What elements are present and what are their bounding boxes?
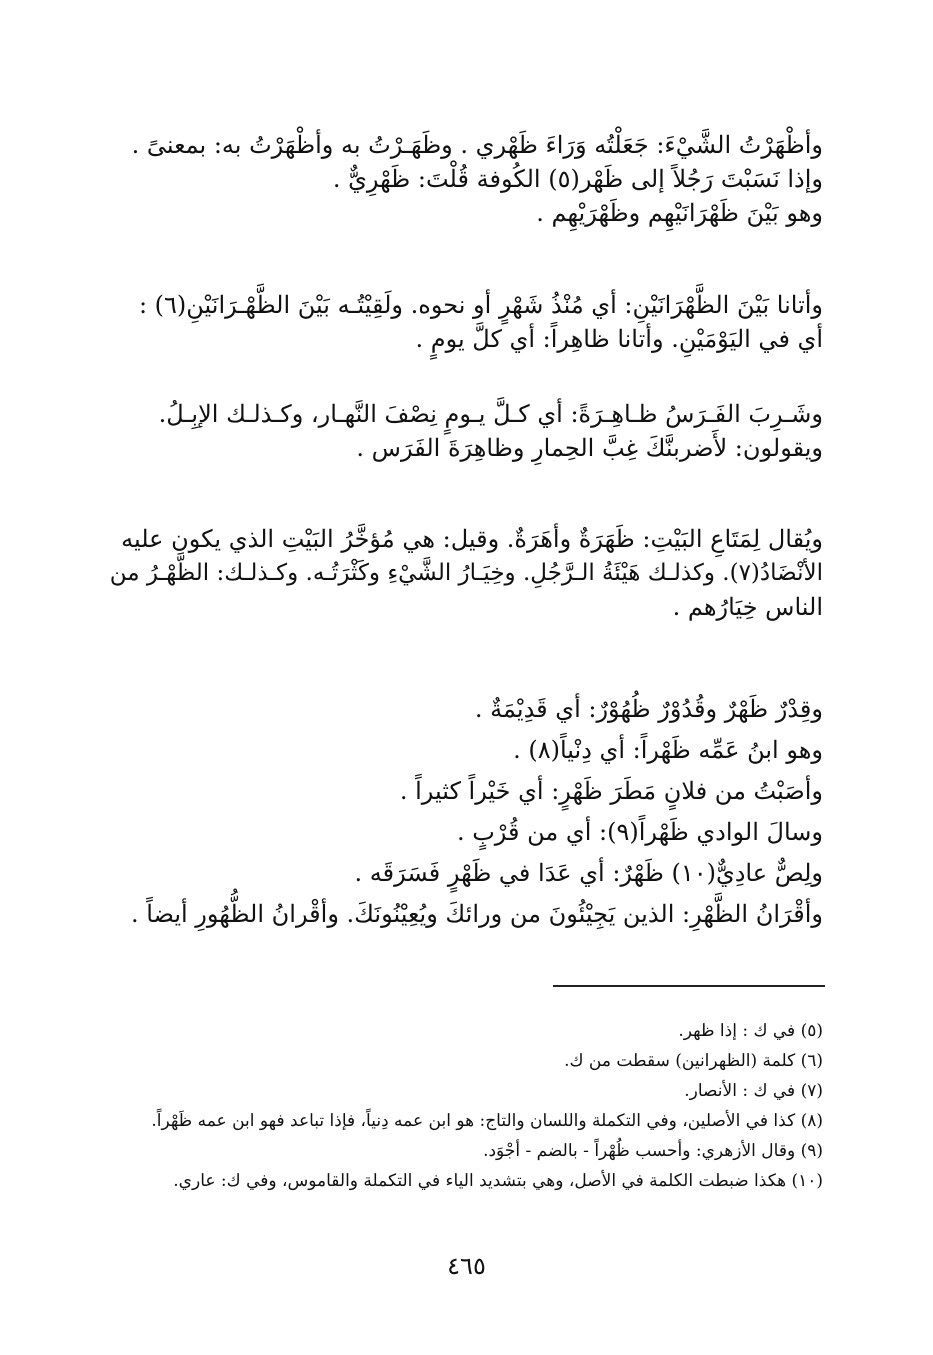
paragraph-4: [103, 522, 823, 624]
text-line: وقِدْرٌ ظَهْرٌ وقُدُوْرٌ ظُهُوْرٌ: أي قَدِيْمَةٌ .: [474, 695, 823, 723]
footnote-divider: [553, 985, 825, 987]
paragraph-2: [103, 288, 823, 356]
text-line: وهو بَيْنَ ظَهْرَانَيْهِم وظَهْرَيْهِم .: [536, 199, 823, 227]
text-line: وأصَبْتُ من فلانٍ مَطَرَ ظَهْرٍ: أي خَيْراً كثيراً .: [399, 777, 823, 805]
text-line: وشَـرِبَ الفَـرَسُ ظـاهِـرَةً: أي كـلَّ يـومٍ نِصْفَ النَّهـار، وكـذلـك الإبِـلُ.: [158, 400, 823, 428]
text-line: الناس خِيَارُهم .: [672, 593, 823, 621]
text-line: وأظْهَرْتُ الشَّيْءَ: جَعَلْتُه وَرَاءَ ظَهْري . وظَهَـرْتُ به وأظْهَرْتُ به: بمعنىً .: [131, 131, 823, 159]
text-line: وإذا نَسَبْتَ رَجُلاً إلى ظَهْر(٥) الكُوفة قُلْتَ: ظَهْرِيٌّ .: [332, 165, 823, 193]
paragraph-3: [103, 397, 823, 465]
footnote: (١٠) هكذا ضبطت الكلمة في الأصل، وهي بتشديد الياء في التكملة والقاموس، وفي ك: عاري.: [173, 1171, 823, 1191]
footnote: (٦) كلمة (الظهرانين) سقطت من ك.: [564, 1051, 823, 1071]
text-line: ويُقال لِمَتَاعِ البَيْتِ: ظَهَرَةٌ وأهَرَةٌ. وقيل: هي مُؤخَّرُ البَيْتِ الذي يكون عليه: [121, 525, 823, 553]
text-line: أي في اليَوْمَيْنِ. وأتانا ظاهِراً: أي كلَّ يومٍ .: [415, 325, 823, 353]
footnote: (٥) في ك : إذا ظهر.: [678, 1021, 823, 1041]
footnote: (٧) في ك : الأنصار.: [684, 1081, 823, 1101]
text-line: الأنْضَادُ(٧). وكذلـك هَيْئَةُ الـرَّجُلِ. وخِيَـارُ الشَّيْءِ وكَثْرَتُـه. وكـذلـك: الظَّهْـرُ من: [109, 560, 823, 586]
footnote: (٨) كذا في الأصلين، وفي التكملة واللسان والتاج: هو ابن عمه دِنياً، فإذا تباعد فهو ابن عمه ظَهْراً.: [151, 1111, 823, 1131]
text-line: وأقْرَانُ الظَّهْرِ: الذين يَجِيْئُونَ من ورائكَ ويُعِيْنُونَكَ. وأقْرانُ الظُّهُورِ أيضاً .: [130, 900, 823, 928]
text-line: وهو ابنُ عَمِّه ظَهْراً: أي دِنْياً(٨) .: [513, 736, 823, 764]
text-line: ويقولون: لأَضربنَّكَ غِبَّ الحِمارِ وظاهِرَةَ الفَرَس .: [356, 434, 823, 462]
text-line: وسالَ الوادي ظَهْراً(٩): أي من قُرْبٍ .: [456, 818, 823, 846]
footnote: (٩) وقال الأزهري: وأحسب ظُهْراً - بالضم - أجْوَد.: [483, 1141, 823, 1161]
text-line: ولِصٌّ عادِيٌّ(١٠) ظَهْرٌ: أي عَدَا في ظَهْرٍ فَسَرَقَه .: [354, 859, 823, 887]
paragraph-1: [103, 128, 823, 230]
text-line: وأتانا بَيْنَ الظَّهْرَانَيْنِ: أي مُنْذُ شَهْرٍ أو نحوه. ولَقِيْتُـه بَيْنَ الظَّهْـرَانَيْنِ(٦) :: [138, 291, 823, 319]
paragraph-5: [103, 689, 823, 935]
page-number: ٤٦٥: [447, 1252, 486, 1280]
footnotes: [103, 1016, 823, 1196]
